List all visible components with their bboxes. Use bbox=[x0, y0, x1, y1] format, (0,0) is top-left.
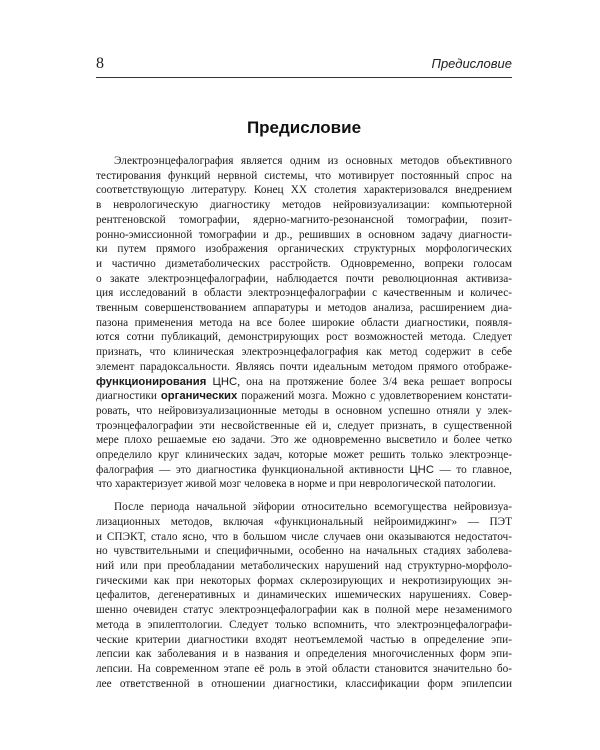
text-line: мере плохо решаемые ею задачи. Это же одновременно высветило и более четко bbox=[96, 434, 512, 447]
text-fragment: фалография — это диагностика функциональной активности bbox=[96, 463, 410, 476]
text-line: ки путем прямого изображения органических структурных морфологических bbox=[96, 243, 512, 256]
text-line bbox=[96, 375, 512, 390]
text-line: что характеризует живой мозг человека в норме и при неврологической патологии. bbox=[96, 478, 496, 491]
text-line: метода в эпилептологии. Следует только вспомнить, что электроэнцефалографи- bbox=[96, 618, 512, 631]
text-line: ются сотни публикаций, демонстрирующих рост возможностей метода. Следует bbox=[96, 331, 512, 344]
running-section-title: Предисловие bbox=[431, 56, 512, 71]
text-line: но чувствительными и специфичными, особенно на начальных стадиях заболева- bbox=[96, 545, 512, 558]
text-line: лизационных методов, включая «функциональный нейроимиджинг» — ПЭТ bbox=[96, 515, 512, 528]
text-line: о закате электроэнцефалографии, наблюдается почти революционная активиза- bbox=[96, 272, 512, 285]
bold-term-organic: органических bbox=[160, 390, 238, 403]
text-line: шенно очевиден статус электроэнцефалографии как в полной мере незаменимого bbox=[96, 604, 512, 617]
page-number: 8 bbox=[96, 55, 104, 72]
bold-term-functioning: функционирования bbox=[96, 375, 207, 388]
text-line: и частично дизметаболических расстройств. Одновременно, вопреки голосам bbox=[96, 257, 512, 270]
running-header bbox=[96, 55, 512, 78]
chapter-title: Предисловие bbox=[246, 118, 362, 137]
paragraph-spacer bbox=[96, 492, 512, 500]
text-line: и СПЭКТ, стало ясно, что в большом числе случаев они оказываются недостаточ- bbox=[96, 530, 512, 543]
text-line: цефалитов, дегенеративных и динамических ишемических нарушениях. Совер- bbox=[96, 589, 512, 602]
text-line: ческие критерии диагностики входят неотъемлемой частью в определение эпи- bbox=[96, 633, 512, 646]
paragraph-1 bbox=[96, 154, 512, 492]
text-line: лепсии. На современном этапе её роль в этой области становится значительно бо- bbox=[96, 662, 512, 675]
text-line: гическими как при некоторых формах склерозирующих и некротизирующих эн- bbox=[96, 574, 512, 587]
abbreviation-cns: ЦНС bbox=[409, 463, 434, 476]
text-line: ронно-эмиссионной томографии и др., решивших в основном задачу диагности- bbox=[96, 228, 512, 241]
text-line bbox=[96, 389, 512, 404]
text-line: Электроэнцефалография является одним из основных методов объективного bbox=[114, 155, 512, 167]
text-fragment: поражений мозга. Можно с удовлетворением констати- bbox=[237, 390, 512, 403]
text-line: в неврологическую диагностику методов нейровизуализации: компьютерной bbox=[96, 199, 512, 212]
text-line bbox=[96, 463, 512, 478]
text-line: После периода начальной эйфории относительно всемогущества нейровизуа- bbox=[114, 501, 512, 514]
text-line: троэнцефалографии эти несвойственные ей и, следует признать, в существенной bbox=[96, 419, 512, 432]
paragraph-2 bbox=[96, 500, 512, 691]
abbreviation-cns: ЦНС bbox=[212, 375, 238, 388]
text-line: ция исследований в области электроэнцефалографии с качественным и количес- bbox=[96, 287, 512, 300]
text-line: определило круг клинических задач, которые может решить только электроэнце- bbox=[96, 449, 512, 462]
text-line: лее ответственной в отношении диагностики, классификации форм эпилепсии bbox=[96, 677, 512, 690]
text-fragment: диагностики bbox=[96, 390, 161, 403]
text-line: соответствующую литературу. Конец XX столетия характеризовался внедрением bbox=[96, 184, 512, 197]
text-fragment: , она на протяжение более 3/4 века решает вопросы bbox=[237, 375, 513, 388]
text-line: рентгеновской томографии, ядерно-магнито-резонансной томографии, позит- bbox=[96, 213, 512, 226]
text-line: элемент парадоксальности. Являясь почти идеальным методом прямого отображе- bbox=[96, 360, 512, 373]
text-line: твенным совершенствованием аппаратуры и методов анализа, расширением диа- bbox=[96, 302, 512, 315]
text-line: лепсии как заболевания и в названия и определения многочисленных форм эпи- bbox=[96, 648, 512, 661]
text-fragment: — то главное, bbox=[434, 463, 513, 476]
text-line: пазона применения метода на все более широкие области диагностики, появля- bbox=[96, 316, 512, 329]
text-line: ровать, что нейровизуализационные методы в основном успешно отняли у элек- bbox=[96, 404, 512, 417]
text-line: тестирования функций нервной системы, что мотивирует постоянный спрос на bbox=[96, 169, 512, 182]
body-text bbox=[96, 154, 512, 691]
text-line: ний или при преобладании метаболических нарушений над структурно-морфоло- bbox=[96, 559, 512, 572]
text-line: признать, что клиническая электроэнцефалография как метод содержит в себе bbox=[96, 346, 512, 359]
